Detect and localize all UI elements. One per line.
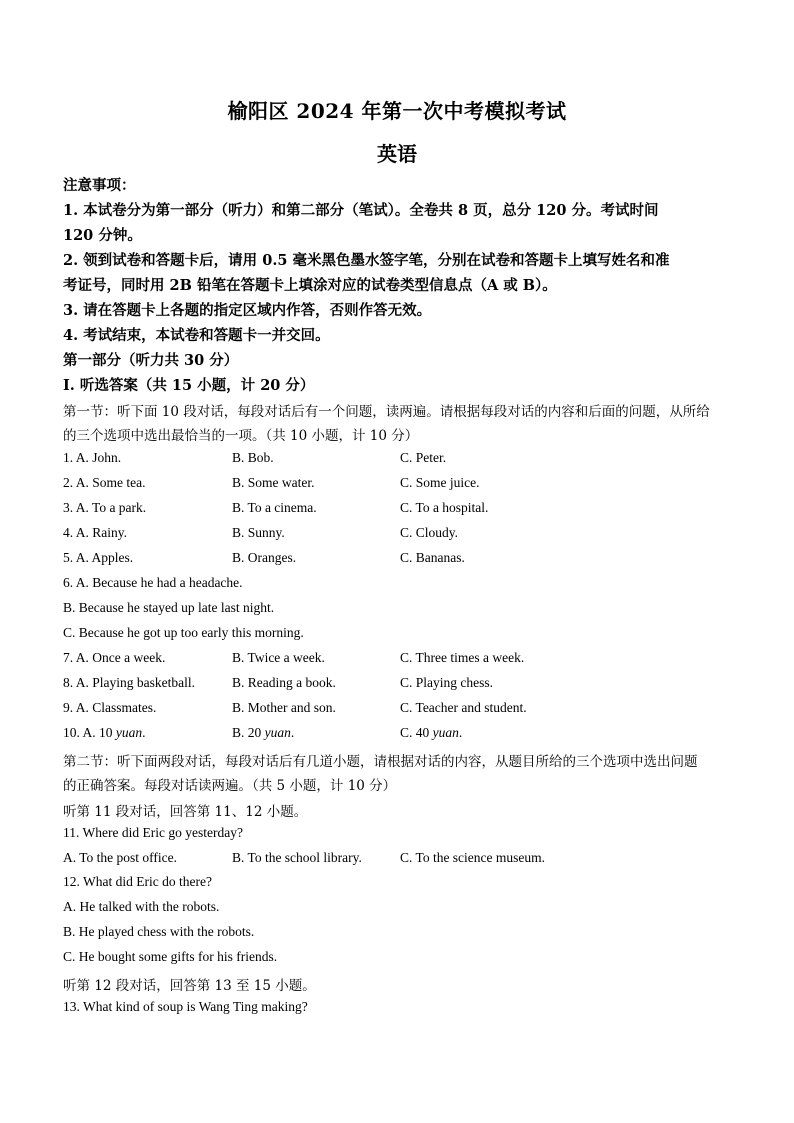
q5-option-a: 5. A. Apples.: [63, 550, 134, 565]
note-4: 4. 考试结束，本试卷和答题卡一并交回。: [63, 327, 330, 344]
section1-instruction: 第一节：听下面 10 段对话，每段对话后有一个问题，读两遍。请根据每段对话的内容和后面的问题，从所给: [63, 404, 710, 420]
q11-stem: 11. Where did Eric go yesterday?: [63, 825, 243, 840]
section1-instruction-cont: 的三个选项中选出最恰当的一项。（共 10 小题，计 10 分）: [63, 428, 419, 444]
dialogue-12-intro: 听第 12 段对话，回答第 13 至 15 小题。: [63, 978, 316, 994]
note-1: 1. 本试卷分为第一部分（听力）和第二部分（笔试）。全卷共 8 页，总分 120 分。考试时间: [63, 202, 659, 219]
q10-option-a: 10. A. 10 yuan.: [63, 725, 146, 740]
dialogue-11-intro: 听第 11 段对话，回答第 11、12 小题。: [63, 804, 308, 820]
section2-instruction-cont: 的正确答案。每段对话读两遍。（共 5 小题，计 10 分）: [63, 778, 397, 794]
q5-option-c: C. Bananas.: [400, 550, 465, 565]
q9-option-a: 9. A. Classmates.: [63, 700, 157, 715]
note-1-cont: 120 分钟。: [63, 227, 142, 244]
q3-option-a: 3. A. To a park.: [63, 500, 147, 515]
q3-option-c: C. To a hospital.: [400, 500, 489, 515]
q7-option-a: 7. A. Once a week.: [63, 650, 166, 665]
q10-option-b: B. 20 yuan.: [232, 725, 295, 740]
note-3: 3. 请在答题卡上各题的指定区域内作答，否则作答无效。: [63, 302, 432, 319]
exam-subject: 英语: [377, 142, 417, 166]
q4-option-a: 4. A. Rainy.: [63, 525, 127, 540]
q8-option-b: B. Reading a book.: [232, 675, 336, 690]
q12-stem: 12. What did Eric do there?: [63, 874, 212, 889]
q12-option-b: B. He played chess with the robots.: [63, 924, 255, 939]
q2-option-c: C. Some juice.: [400, 475, 480, 490]
q6-option-a: 6. A. Because he had a headache.: [63, 575, 243, 590]
part1-heading: 第一部分（听力共 30 分）: [63, 352, 239, 369]
q2-option-b: B. Some water.: [232, 475, 315, 490]
section2-instruction: 第二节：听下面两段对话，每段对话后有几道小题，请根据对话的内容，从题目所给的三个选项中选出问题: [63, 754, 698, 770]
q9-option-c: C. Teacher and student.: [400, 700, 527, 715]
q11-option-b: B. To the school library.: [232, 850, 362, 865]
q9-option-b: B. Mother and son.: [232, 700, 336, 715]
section1-heading: Ⅰ. 听选答案（共 15 小题，计 20 分）: [63, 377, 315, 394]
q4-option-b: B. Sunny.: [232, 525, 285, 540]
q13-stem: 13. What kind of soup is Wang Ting making?: [63, 999, 308, 1014]
q1-option-b: B. Bob.: [232, 450, 274, 465]
note-2: 2. 领到试卷和答题卡后，请用 0.5 毫米黑色墨水签字笔，分别在试卷和答题卡上填写姓名和准: [63, 252, 670, 269]
q6-option-c: C. Because he got up too early this morning.: [63, 625, 304, 640]
q12-option-c: C. He bought some gifts for his friends.: [63, 949, 278, 964]
q7-option-b: B. Twice a week.: [232, 650, 325, 665]
exam-title: 榆阳区 2024 年第一次中考模拟考试: [227, 99, 567, 123]
q10-option-c: C. 40 yuan.: [400, 725, 463, 740]
q5-option-b: B. Oranges.: [232, 550, 297, 565]
q11-option-a: A. To the post office.: [63, 850, 178, 865]
q1-option-a: 1. A. John.: [63, 450, 122, 465]
q7-option-c: C. Three times a week.: [400, 650, 525, 665]
q6-option-b: B. Because he stayed up late last night.: [63, 600, 275, 615]
q8-option-a: 8. A. Playing basketball.: [63, 675, 195, 690]
q2-option-a: 2. A. Some tea.: [63, 475, 146, 490]
notes-heading: 注意事项：: [63, 177, 136, 194]
q3-option-b: B. To a cinema.: [232, 500, 317, 515]
q1-option-c: C. Peter.: [400, 450, 447, 465]
q8-option-c: C. Playing chess.: [400, 675, 493, 690]
note-2-cont: 考证号，同时用 2B 铅笔在答题卡上填涂对应的试卷类型信息点（A 或 B）。: [63, 277, 557, 294]
q11-option-c: C. To the science museum.: [400, 850, 546, 865]
q4-option-c: C. Cloudy.: [400, 525, 459, 540]
q12-option-a: A. He talked with the robots.: [63, 899, 220, 914]
